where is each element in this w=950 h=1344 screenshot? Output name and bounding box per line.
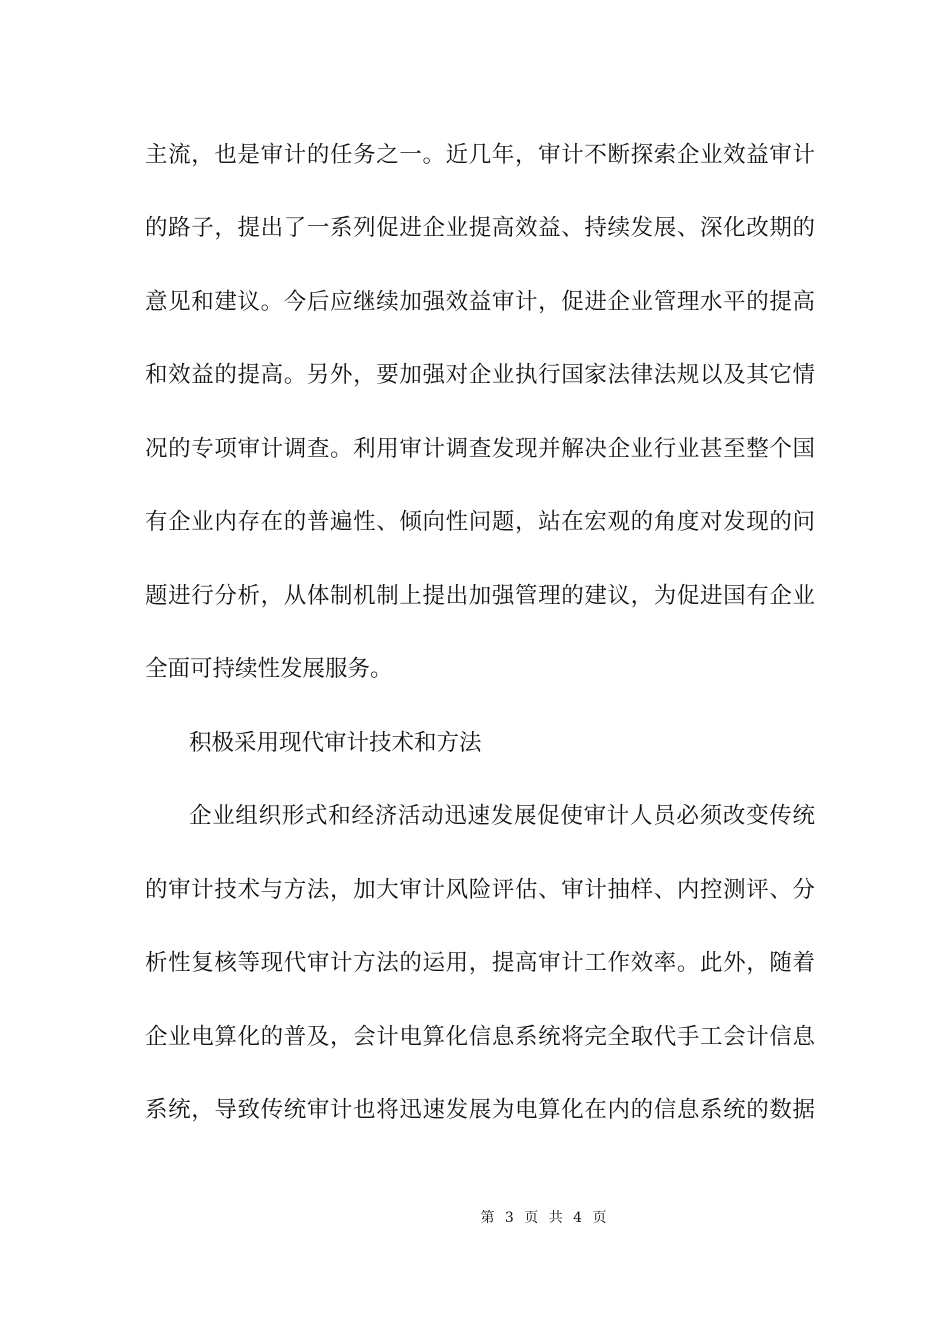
text-line-6: 有企业内存在的普遍性、倾向性问题，站在宏观的角度对发现的问 (145, 509, 815, 535)
text-line-13: 企业电算化的普及，会计电算化信息系统将完全取代手工会计信息 (145, 1024, 815, 1050)
text-line-8: 全面可持续性发展服务。 (145, 656, 393, 682)
text-line-10: 企业组织形式和经济活动迅速发展促使审计人员必须改变传统 (189, 803, 815, 829)
text-line-7: 题进行分析，从体制机制上提出加强管理的建议，为促进国有企业 (145, 583, 815, 609)
text-line-4: 和效益的提高。另外，要加强对企业执行国家法律法规以及其它情 (145, 362, 815, 388)
text-line-12: 析性复核等现代审计方法的运用，提高审计工作效率。此外，随着 (145, 950, 815, 976)
text-line-2: 的路子，提出了一系列促进企业提高效益、持续发展、深化改期的 (145, 215, 815, 241)
text-line-14: 系统，导致传统审计也将迅速发展为电算化在内的信息系统的数据 (145, 1097, 815, 1123)
section-heading: 积极采用现代审计技术和方法 (189, 730, 482, 756)
text-line-11: 的审计技术与方法，加大审计风险评估、审计抽样、内控测评、分 (145, 877, 815, 903)
text-line-1: 主流，也是审计的任务之一。近几年，审计不断探索企业效益审计 (145, 142, 815, 168)
text-line-3: 意见和建议。今后应继续加强效益审计，促进企业管理水平的提高 (145, 289, 815, 315)
text-line-5: 况的专项审计调查。利用审计调查发现并解决企业行业甚至整个国 (145, 436, 815, 462)
page-number-footer: 第 3 页 共 4 页 (480, 1210, 610, 1226)
